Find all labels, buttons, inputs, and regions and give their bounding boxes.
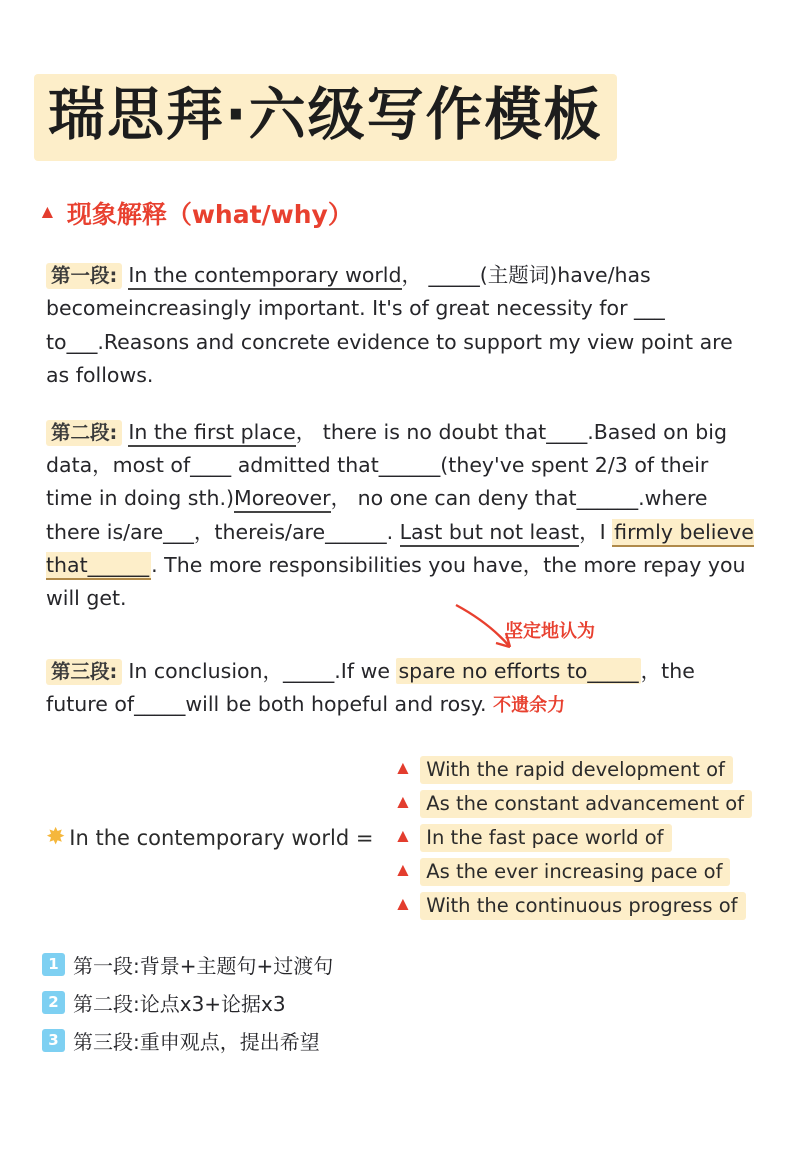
arrow-icon xyxy=(452,601,562,665)
step-badge: 3 xyxy=(42,1029,65,1052)
title-container xyxy=(0,74,800,161)
equivalent-phrase: With the rapid development of xyxy=(420,756,733,784)
paragraph-2-body-4: . The more responsibilities you have，the more repay you will get. xyxy=(46,552,746,611)
paragraph-1-tag: 第一段: xyxy=(46,263,122,289)
paragraph-1-body: ， _____(主题词)have/has becomeincreasingly important. It's of great necessity for ___ to___.Reasons and concrete evidence to support my view point are as follows. xyxy=(46,263,733,387)
paragraph-2-phrase-1: In the first place xyxy=(128,420,295,447)
list-item xyxy=(393,858,752,886)
structure-steps xyxy=(0,950,800,1055)
list-item xyxy=(393,824,752,852)
triangle-icon: ▲ xyxy=(393,860,413,882)
triangle-icon: ▲ xyxy=(393,792,413,814)
section-title: 现象解释（what/why） xyxy=(66,200,353,230)
triangle-icon: ▲ xyxy=(393,894,413,916)
triangle-icon: ▲ xyxy=(393,826,413,848)
equivalent-phrase: As the ever increasing pace of xyxy=(420,858,730,886)
equivalents-lead xyxy=(46,826,373,850)
paragraph-1-phrase: In the contemporary world xyxy=(128,263,401,290)
equivalent-phrase: In the fast pace world of xyxy=(420,824,671,852)
triangle-icon: ▲ xyxy=(38,201,57,223)
paragraph-2-body-3: ，I xyxy=(579,519,613,544)
equivalent-phrase: As the constant advancement of xyxy=(420,790,752,818)
annotation-firmly-believe xyxy=(0,617,800,647)
paragraph-3-body-2: ，the future of_____will be both hopeful and rosy. xyxy=(46,659,695,717)
star-icon: ✸ xyxy=(46,824,66,851)
paragraph-3-body-1: In conclusion，_____.If we xyxy=(128,659,397,684)
annotation-firmly-believe-text: 坚定地认为 xyxy=(505,621,595,643)
equivalent-phrase: With the continuous progress of xyxy=(420,892,745,920)
paragraph-1 xyxy=(0,259,800,392)
triangle-icon: ▲ xyxy=(393,758,413,780)
list-item xyxy=(42,1026,760,1055)
step-badge: 2 xyxy=(42,991,65,1014)
paragraph-2-body-2: ， no one can deny that______.where there is/are___，thereis/are______. xyxy=(46,486,708,544)
step-text: 第一段:背景+主题句+过渡句 xyxy=(73,953,334,978)
paragraph-2-body-1: ， there is no doubt that____.Based on big data，most of____ admitted that______(they've spent 2/3 of their time in doing sth.) xyxy=(46,420,727,511)
list-item xyxy=(393,756,752,784)
paragraph-2-phrase-3: Last but not least xyxy=(400,520,579,547)
equivalents-lead-text: In the contemporary world = xyxy=(69,825,374,850)
paragraph-2 xyxy=(0,416,800,615)
list-item xyxy=(393,892,752,920)
equivalents-list xyxy=(393,756,752,920)
section-heading xyxy=(0,195,800,231)
step-text: 第三段:重申观点，提出希望 xyxy=(73,1029,320,1054)
paragraph-3-tag: 第三段: xyxy=(46,659,122,685)
step-text: 第二段:论点x3+论据x3 xyxy=(73,991,286,1016)
paragraph-2-highlight: firmly believe that______ xyxy=(46,519,754,580)
annotation-spare-no-efforts-text: 不遗余力 xyxy=(493,695,566,717)
list-item xyxy=(42,950,760,979)
paragraph-3-highlight: spare no efforts to_____ xyxy=(398,659,639,684)
note-page xyxy=(0,74,800,1173)
page-title: 瑞思拜·六级写作模板 xyxy=(34,74,617,161)
step-badge: 1 xyxy=(42,953,65,976)
list-item xyxy=(393,790,752,818)
list-item xyxy=(42,988,760,1017)
equivalents-block xyxy=(0,756,800,920)
paragraph-2-phrase-2: Moreover xyxy=(234,486,331,513)
paragraph-3 xyxy=(0,655,800,721)
paragraph-2-tag: 第二段: xyxy=(46,420,122,446)
